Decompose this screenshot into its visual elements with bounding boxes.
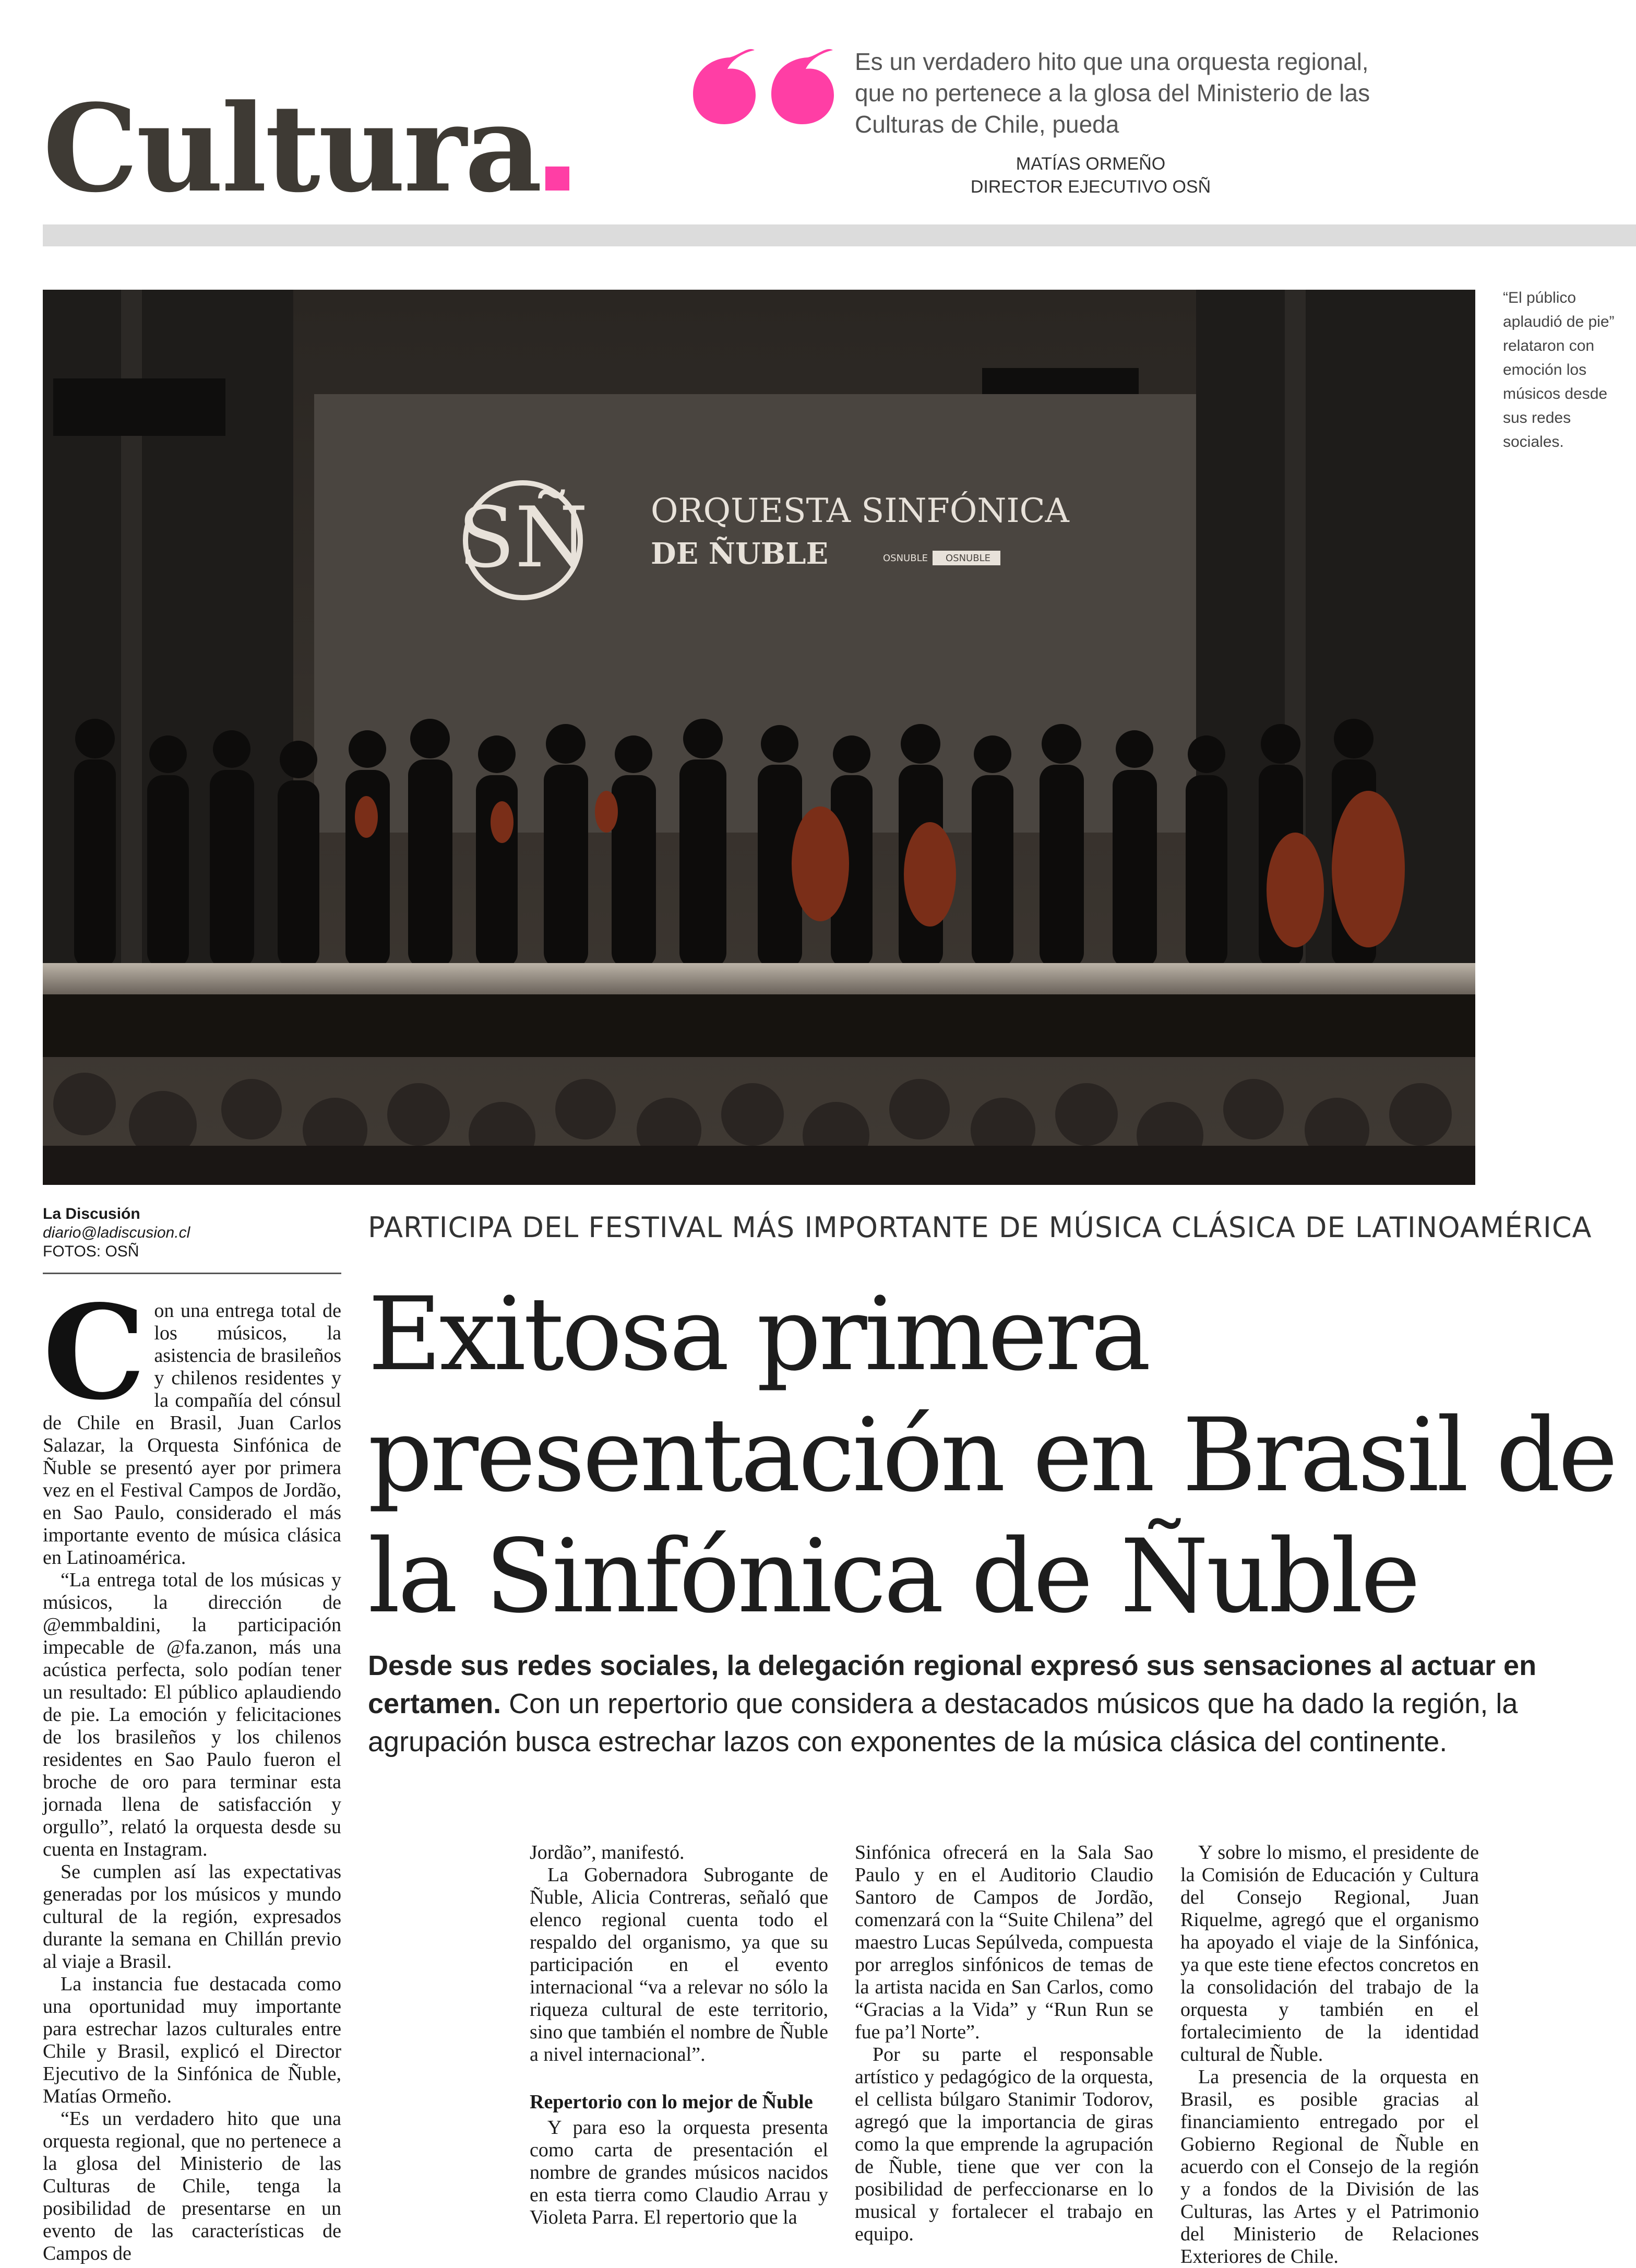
svg-text:OSNUBLE: OSNUBLE [883,553,928,564]
byline-photos: FOTOS: OSÑ [43,1243,139,1260]
column-paragraph: Jordão”, manifestó. [530,1842,685,1863]
article-deck [368,1647,1558,1761]
deck-bold: Desde sus redes sociales, la delegación regional expresó sus sensaciones al actuar en certamen. [368,1650,1537,1719]
quotation-mark-icon [689,38,840,126]
column-paragraph: La Gobernadora Subrogante de Ñuble, Alicia Contreras, señaló que elenco regional cuenta todo el respaldo del organismo, ya que su participación en el evento internacional “va a relevar no sólo la riqueza cultural de este territorio, sino que también el nombre de Ñuble a nivel internacional”. [530,1864,828,2065]
quote-author: MATÍAS ORMEÑO [1016,154,1166,174]
column-subhead: Repertorio con lo mejor de Ñuble [530,2091,813,2113]
pull-quote-attribution [908,152,1273,198]
byline-source: La Discusión [43,1205,140,1222]
svg-text:SÑ: SÑ [458,489,588,586]
svg-text:OSNUBLE: OSNUBLE [946,553,990,564]
column-paragraph: “La entrega total de los músicas y músicos, la dirección de @emmbaldini, la participación impecable de @fa.zanon, más una acústica perfecta, solo podían tener un resultado: El público aplaudiendo de pie. La emoción y felicitaciones de los brasileños y los chilenos residentes en Sao Paulo fueron el broche de oro para terminar esta jornada llena de satisfacción y orgullo”, relató la orquesta desde su cuenta en Instagram. [43,1569,341,1860]
deck-rest: Con un repertorio que considera a destacados músicos que ha dado la región, la agrupación busca estrechar lazos con exponentes de la música clásica del continente. [368,1688,1518,1758]
column-paragraph: Y para eso la orquesta presenta como carta de presentación el nombre de grandes músicos nacidos en esta tierra como Claudio Arrau y Violeta Parra. El repertorio que la [530,2117,828,2228]
column-paragraph: Se cumplen así las expectativas generadas por los músicos y mundo cultural de la región, expresados durante la semana en Chillán previo al viaje a Brasil. [43,1861,341,1973]
svg-text:ORQUESTA SINFÓNICA: ORQUESTA SINFÓNICA [651,492,1069,530]
article-column-4 [1180,1842,1479,2268]
column-paragraph: Sinfónica ofrecerá en la Sala Sao Paulo y en el Auditorio Claudio Santoro de Campos de Jordão, comenzará con la “Suite Chilena” del maestro Lucas Sepúlveda, compuesta por arreglos sinfónicos de temas de la artista nacida en San Carlos, como “Gracias a la Vida” y “Run Run se fue pa’l Norte”. [855,1842,1153,2043]
column-paragraph: Por su parte el responsable artístico y pedagógico de la orquesta, el cellista búlgaro Stanimir Todorov, agregó que la importancia de giras como la que emprende la agrupación de Ñuble, tiene que ver con la posibilidad de perfeccionarse en lo musical y fortalecer el trabajo en equipo. [855,2044,1153,2245]
column-paragraph: “Es un verdadero hito que una orquesta regional, que no pertenece a la glosa del Ministerio de las Culturas de Chile, tenga la posibilidad de presentarse en un evento de las características de Campos de [43,2108,341,2264]
article-kicker: PARTICIPA DEL FESTIVAL MÁS IMPORTANTE DE MÚSICA CLÁSICA DE LATINOAMÉRICA [368,1211,1592,1244]
section-title: Cultura [43,89,569,209]
quote-role: DIRECTOR EJECUTIVO OSÑ [970,177,1211,197]
column-paragraph: La instancia fue destacada como una oportunidad muy importante para estrechar lazos culturales entre Chile y Brasil, explicó el Director Ejecutivo de la Sinfónica de Ñuble, Matías Ormeño. [43,1973,341,2107]
column-paragraph: Y sobre lo mismo, el presidente de la Comisión de Educación y Cultura del Consejo Regional, Juan Riquelme, agregó que el organismo ha apoyado el viaje de la Sinfónica, ya que este tiene efectos concretos en la consolidación del trabajo de la orquesta y también en el fortalecimiento de la identidad cultural de Ñuble. [1180,1842,1479,2065]
pull-quote: Es un verdadero hito que una orquesta regional, que no pertenece a la glosa del Ministerio de las Culturas de Chile, pueda [855,48,1370,138]
article-column-3 [855,1842,1153,2246]
article-headline: Exitosa primera presentación en Brasil de la Sinfónica de Ñuble [368,1275,1616,1635]
column-paragraph: on una entrega total de los músicos, la asistencia de brasileños y chilenos residentes y la compañía del cónsul de Chile en Brasil, Juan Carlos Salazar, la Orquesta Sinfónica de Ñuble se presentó ayer por primera vez en el Festival Campos de Jordão, en Sao Paulo, considerado el más importante evento de música clásica en Latinoamérica. [43,1300,341,1569]
drop-cap: C [43,1277,146,1429]
header-divider [43,224,1636,246]
section-accent-dot [545,167,569,191]
column-paragraph: La presencia de la orquesta en Brasil, es posible gracias al financiamiento entregado por el Gobierno Regional de Ñuble en acuerdo con el Consejo de la región y a fondos de la División de las Culturas, las Artes y el Patrimonio del Ministerio de Relaciones Exteriores de Chile. [1180,2066,1479,2267]
photo-caption: “El público aplaudió de pie” relataron con emoción los músicos desde sus redes sociales. [1503,289,1615,450]
orchestra-photo [43,290,1475,1185]
svg-text:DE ÑUBLE: DE ÑUBLE [651,537,829,571]
article-column-1 [43,1277,341,2265]
byline-email[interactable]: diario@ladiscusion.cl [43,1224,190,1241]
article-column-2 [530,1842,828,2229]
byline-divider [43,1273,341,1274]
byline [43,1205,345,1261]
orchestra-photo-illustration [43,290,1475,1185]
